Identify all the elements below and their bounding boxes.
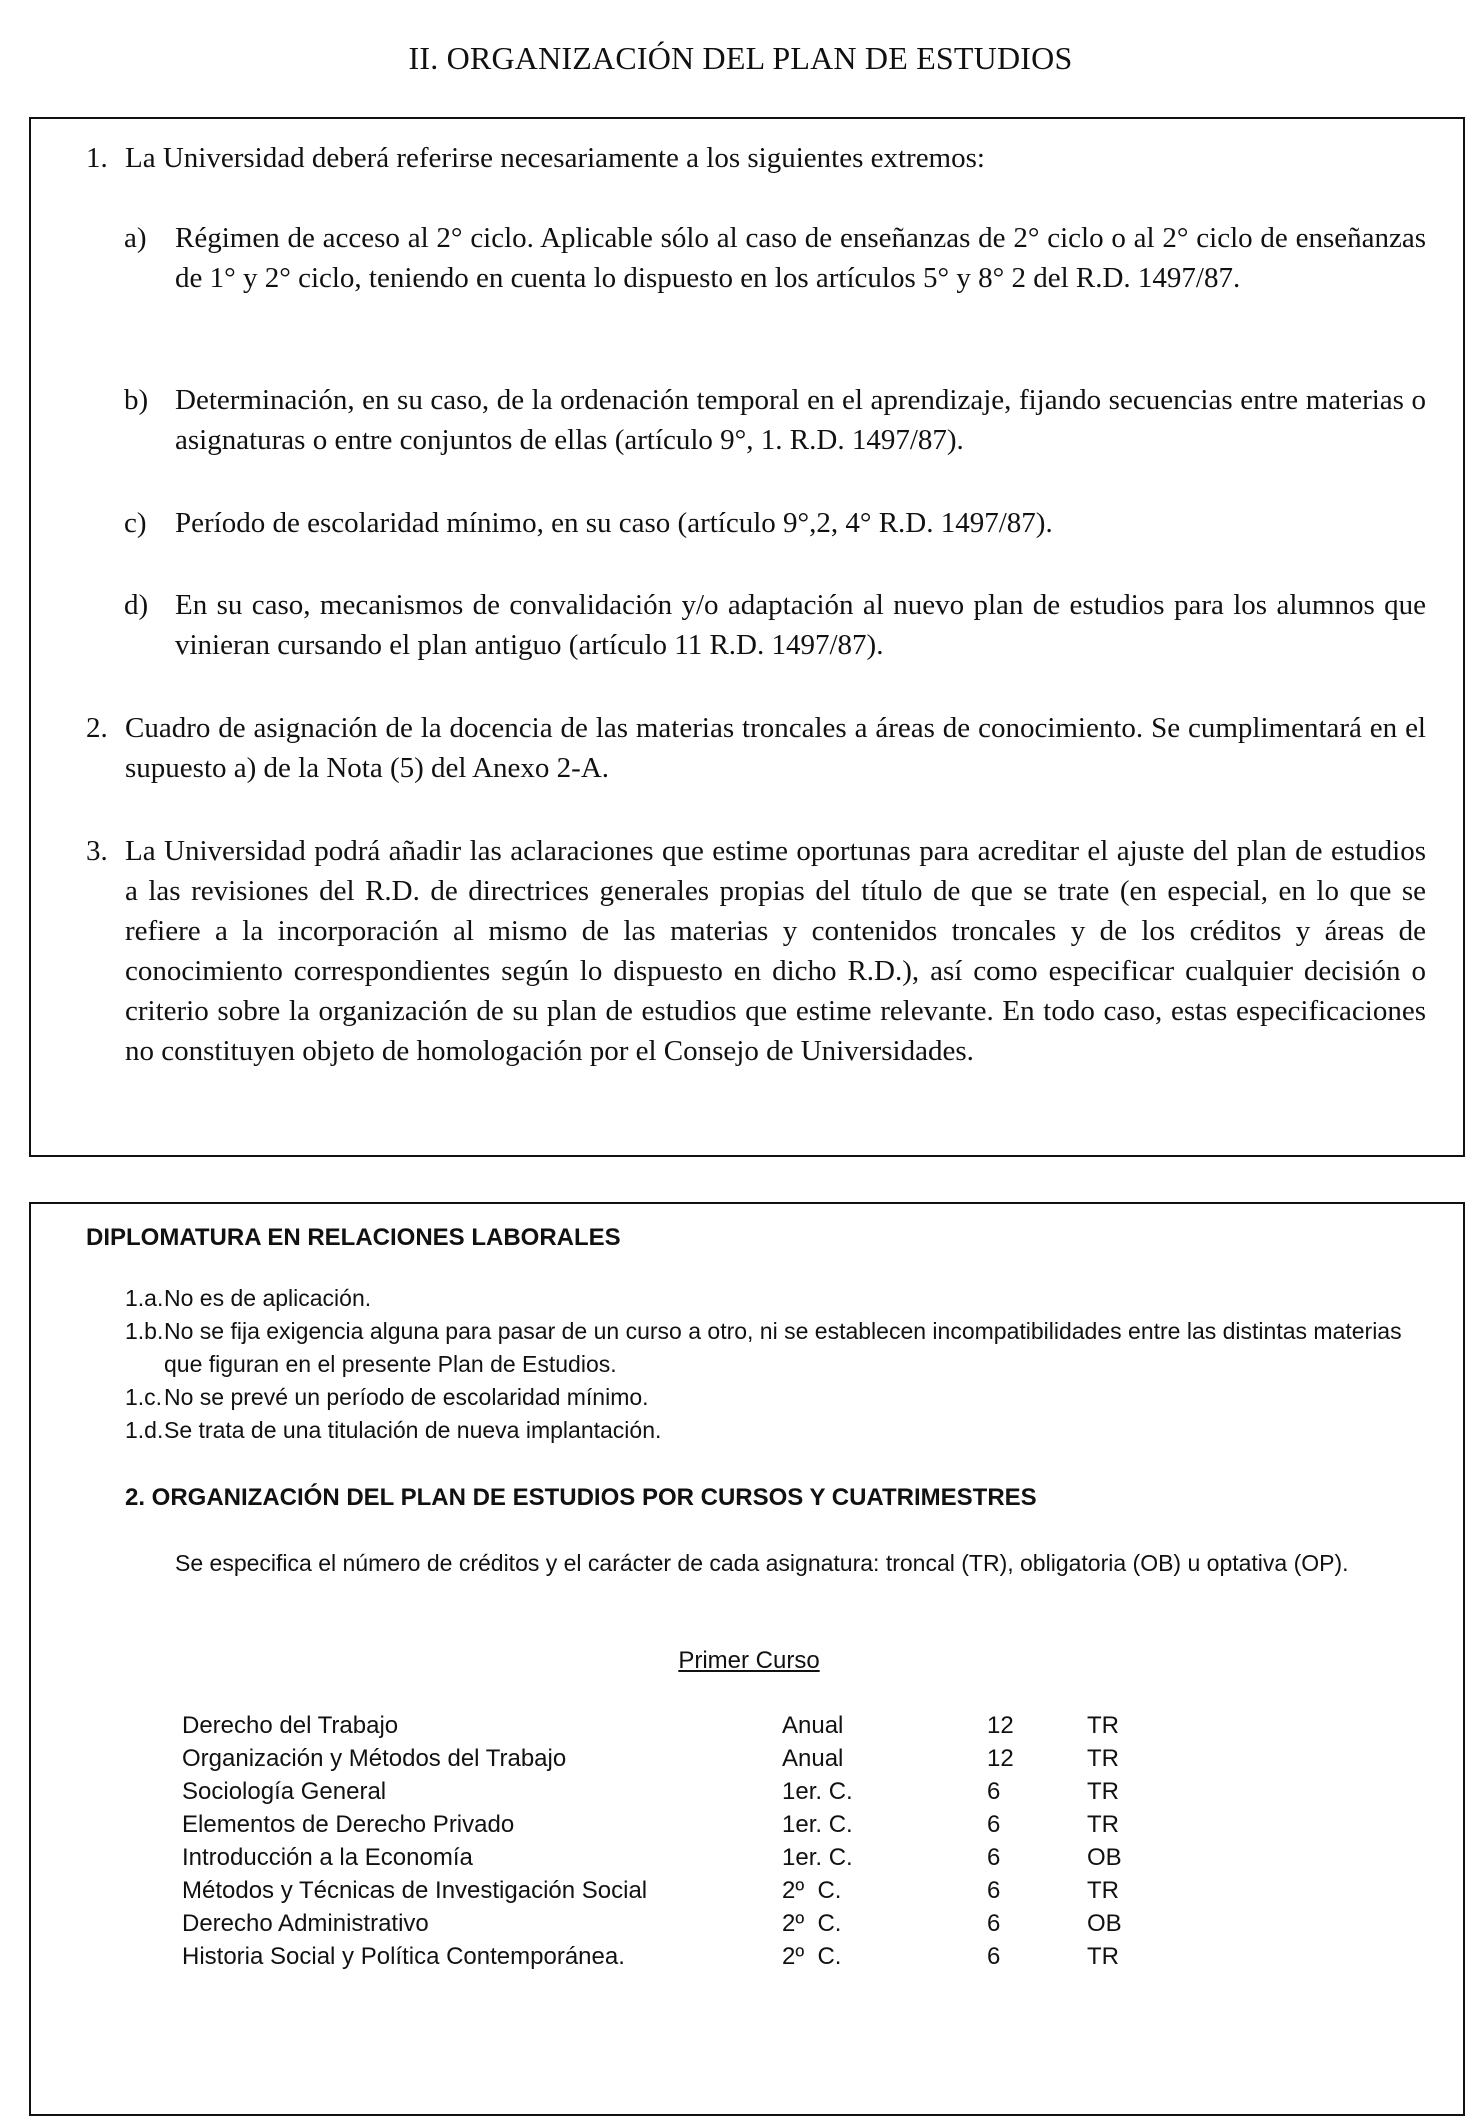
requirement-subitem-b [124, 380, 1426, 460]
requirement-item-2 [86, 708, 1426, 788]
note-key: 1.c. [125, 1384, 163, 1410]
page-title: II. ORGANIZACIÓN DEL PLAN DE ESTUDIOS [408, 40, 1073, 76]
subjects-table [182, 1709, 1167, 1973]
table-row [182, 1874, 1167, 1907]
table-row [182, 1841, 1167, 1874]
course-title: Primer Curso [678, 1647, 820, 1674]
subject-credits: 12 [987, 1712, 1014, 1739]
requirement-item-3 [86, 831, 1426, 1071]
requirement-text: La Universidad deberá referirse necesariamente a los siguientes extremos: [125, 142, 985, 174]
diploma-title: DIPLOMATURA EN RELACIONES LABORALES [86, 1224, 621, 1251]
subject-type: TR [1087, 1745, 1119, 1772]
table-row [182, 1709, 1167, 1742]
subject-credits: 6 [987, 1811, 1001, 1838]
requirement-text: Cuadro de asignación de la docencia de las materias troncales a áreas de conocimiento. Se cumplimentará en el supuesto a) de la Nota (5) del Anexo 2-A. [125, 712, 1426, 784]
requirement-text: La Universidad podrá añadir las aclaraciones que estime oportunas para acreditar el ajuste del plan de estudios a las revisiones del R.D. de directrices generales propias del título de que se trate (en especial, en lo que se refiere a la incorporación al mismo de las materias y contenidos troncales y de los créditos y áreas de conocimiento correspondientes según lo dispuesto en dicho R.D.), así como especificar cualquier decisión o criterio sobre la organización de su plan de estudios que estime relevante. En todo caso, estas especificaciones no constituyen objeto de homologación por el Consejo de Universidades. [125, 835, 1426, 1067]
subject-period: 1er. C. [782, 1778, 853, 1805]
requirement-number: 3. [86, 835, 108, 867]
subitem-text: Período de escolaridad mínimo, en su caso (artículo 9°,2, 4° R.D. 1497/87). [175, 507, 1053, 539]
subject-type: TR [1087, 1712, 1119, 1739]
requirement-number: 2. [86, 712, 108, 744]
subject-credits: 6 [987, 1943, 1001, 1970]
note-item [125, 1282, 1445, 1315]
subject-period: Anual [782, 1745, 844, 1772]
subject-period: 2º C. [782, 1877, 842, 1904]
requirement-item-1 [86, 138, 1426, 178]
subject-name: Sociología General [182, 1778, 387, 1805]
subject-name: Derecho Administrativo [182, 1910, 429, 1937]
subitem-letter: c) [124, 507, 147, 539]
subject-name: Organización y Métodos del Trabajo [182, 1745, 567, 1772]
note-text: Se trata de una titulación de nueva implantación. [164, 1417, 662, 1443]
subitem-letter: d) [124, 589, 149, 621]
subject-name: Métodos y Técnicas de Investigación Social [182, 1877, 648, 1904]
note-key: 1.b. [125, 1318, 164, 1344]
table-row [182, 1907, 1167, 1940]
subject-type: OB [1087, 1910, 1122, 1937]
section-intro: Se especifica el número de créditos y el carácter de cada asignatura: troncal (TR), obligatoria (OB) u optativa (OP). [175, 1550, 1349, 1576]
subject-credits: 12 [987, 1745, 1014, 1772]
subject-type: TR [1087, 1943, 1119, 1970]
table-row [182, 1808, 1167, 1841]
diploma-notes [125, 1282, 1445, 1447]
subject-type: TR [1087, 1811, 1119, 1838]
subject-period: 1er. C. [782, 1811, 853, 1838]
note-text: No se prevé un período de escolaridad mínimo. [164, 1384, 649, 1410]
subject-name: Derecho del Trabajo [182, 1712, 399, 1739]
note-text: No se fija exigencia alguna para pasar de un curso a otro, ni se establecen incompatibilidades entre las distintas materias que figuran en el presente Plan de Estudios. [164, 1318, 1402, 1377]
requirement-subitem-d [124, 585, 1426, 665]
subject-type: TR [1087, 1877, 1119, 1904]
note-key: 1.d. [125, 1417, 164, 1443]
subject-period: 2º C. [782, 1910, 842, 1937]
subject-name: Historia Social y Política Contemporánea. [182, 1943, 625, 1970]
subject-period: 2º C. [782, 1943, 842, 1970]
note-text: No es de aplicación. [164, 1285, 372, 1311]
subitem-text: Régimen de acceso al 2° ciclo. Aplicable sólo al caso de enseñanzas de 2° ciclo o al 2° ciclo de enseñanzas de 1° y 2° ciclo, teniendo en cuenta lo dispuesto en los artículos 5° y 8° 2 del R.D. 1497/87. [175, 222, 1426, 294]
requirement-number: 1. [86, 142, 108, 174]
table-row [182, 1775, 1167, 1808]
subitem-text: Determinación, en su caso, de la ordenación temporal en el aprendizaje, fijando secuencias entre materias o asignaturas o entre conjuntos de ellas (artículo 9°, 1. R.D. 1497/87). [175, 384, 1426, 456]
subject-credits: 6 [987, 1877, 1001, 1904]
note-item [125, 1414, 1445, 1447]
subject-type: OB [1087, 1844, 1122, 1871]
subject-credits: 6 [987, 1910, 1001, 1937]
requirement-subitem-a [124, 218, 1426, 298]
requirements-box [29, 117, 1465, 1157]
subject-type: TR [1087, 1778, 1119, 1805]
subitem-text: En su caso, mecanismos de convalidación y/o adaptación al nuevo plan de estudios para los alumnos que vinieran cursando el plan antiguo (artículo 11 R.D. 1497/87). [175, 589, 1426, 661]
note-item [125, 1381, 1445, 1414]
table-row [182, 1940, 1167, 1973]
note-key: 1.a. [125, 1285, 164, 1311]
subject-credits: 6 [987, 1778, 1001, 1805]
subject-credits: 6 [987, 1844, 1001, 1871]
subject-period: 1er. C. [782, 1844, 853, 1871]
requirement-subitem-c [124, 503, 1426, 543]
subitem-letter: b) [124, 384, 149, 416]
diploma-box [29, 1202, 1465, 2116]
subject-period: Anual [782, 1712, 844, 1739]
note-item [125, 1315, 1445, 1381]
subject-name: Introducción a la Economía [182, 1844, 473, 1871]
table-row [182, 1742, 1167, 1775]
subject-name: Elementos de Derecho Privado [182, 1811, 515, 1838]
subitem-letter: a) [124, 222, 147, 254]
section-title: 2. ORGANIZACIÓN DEL PLAN DE ESTUDIOS POR CURSOS Y CUATRIMESTRES [125, 1484, 1037, 1511]
